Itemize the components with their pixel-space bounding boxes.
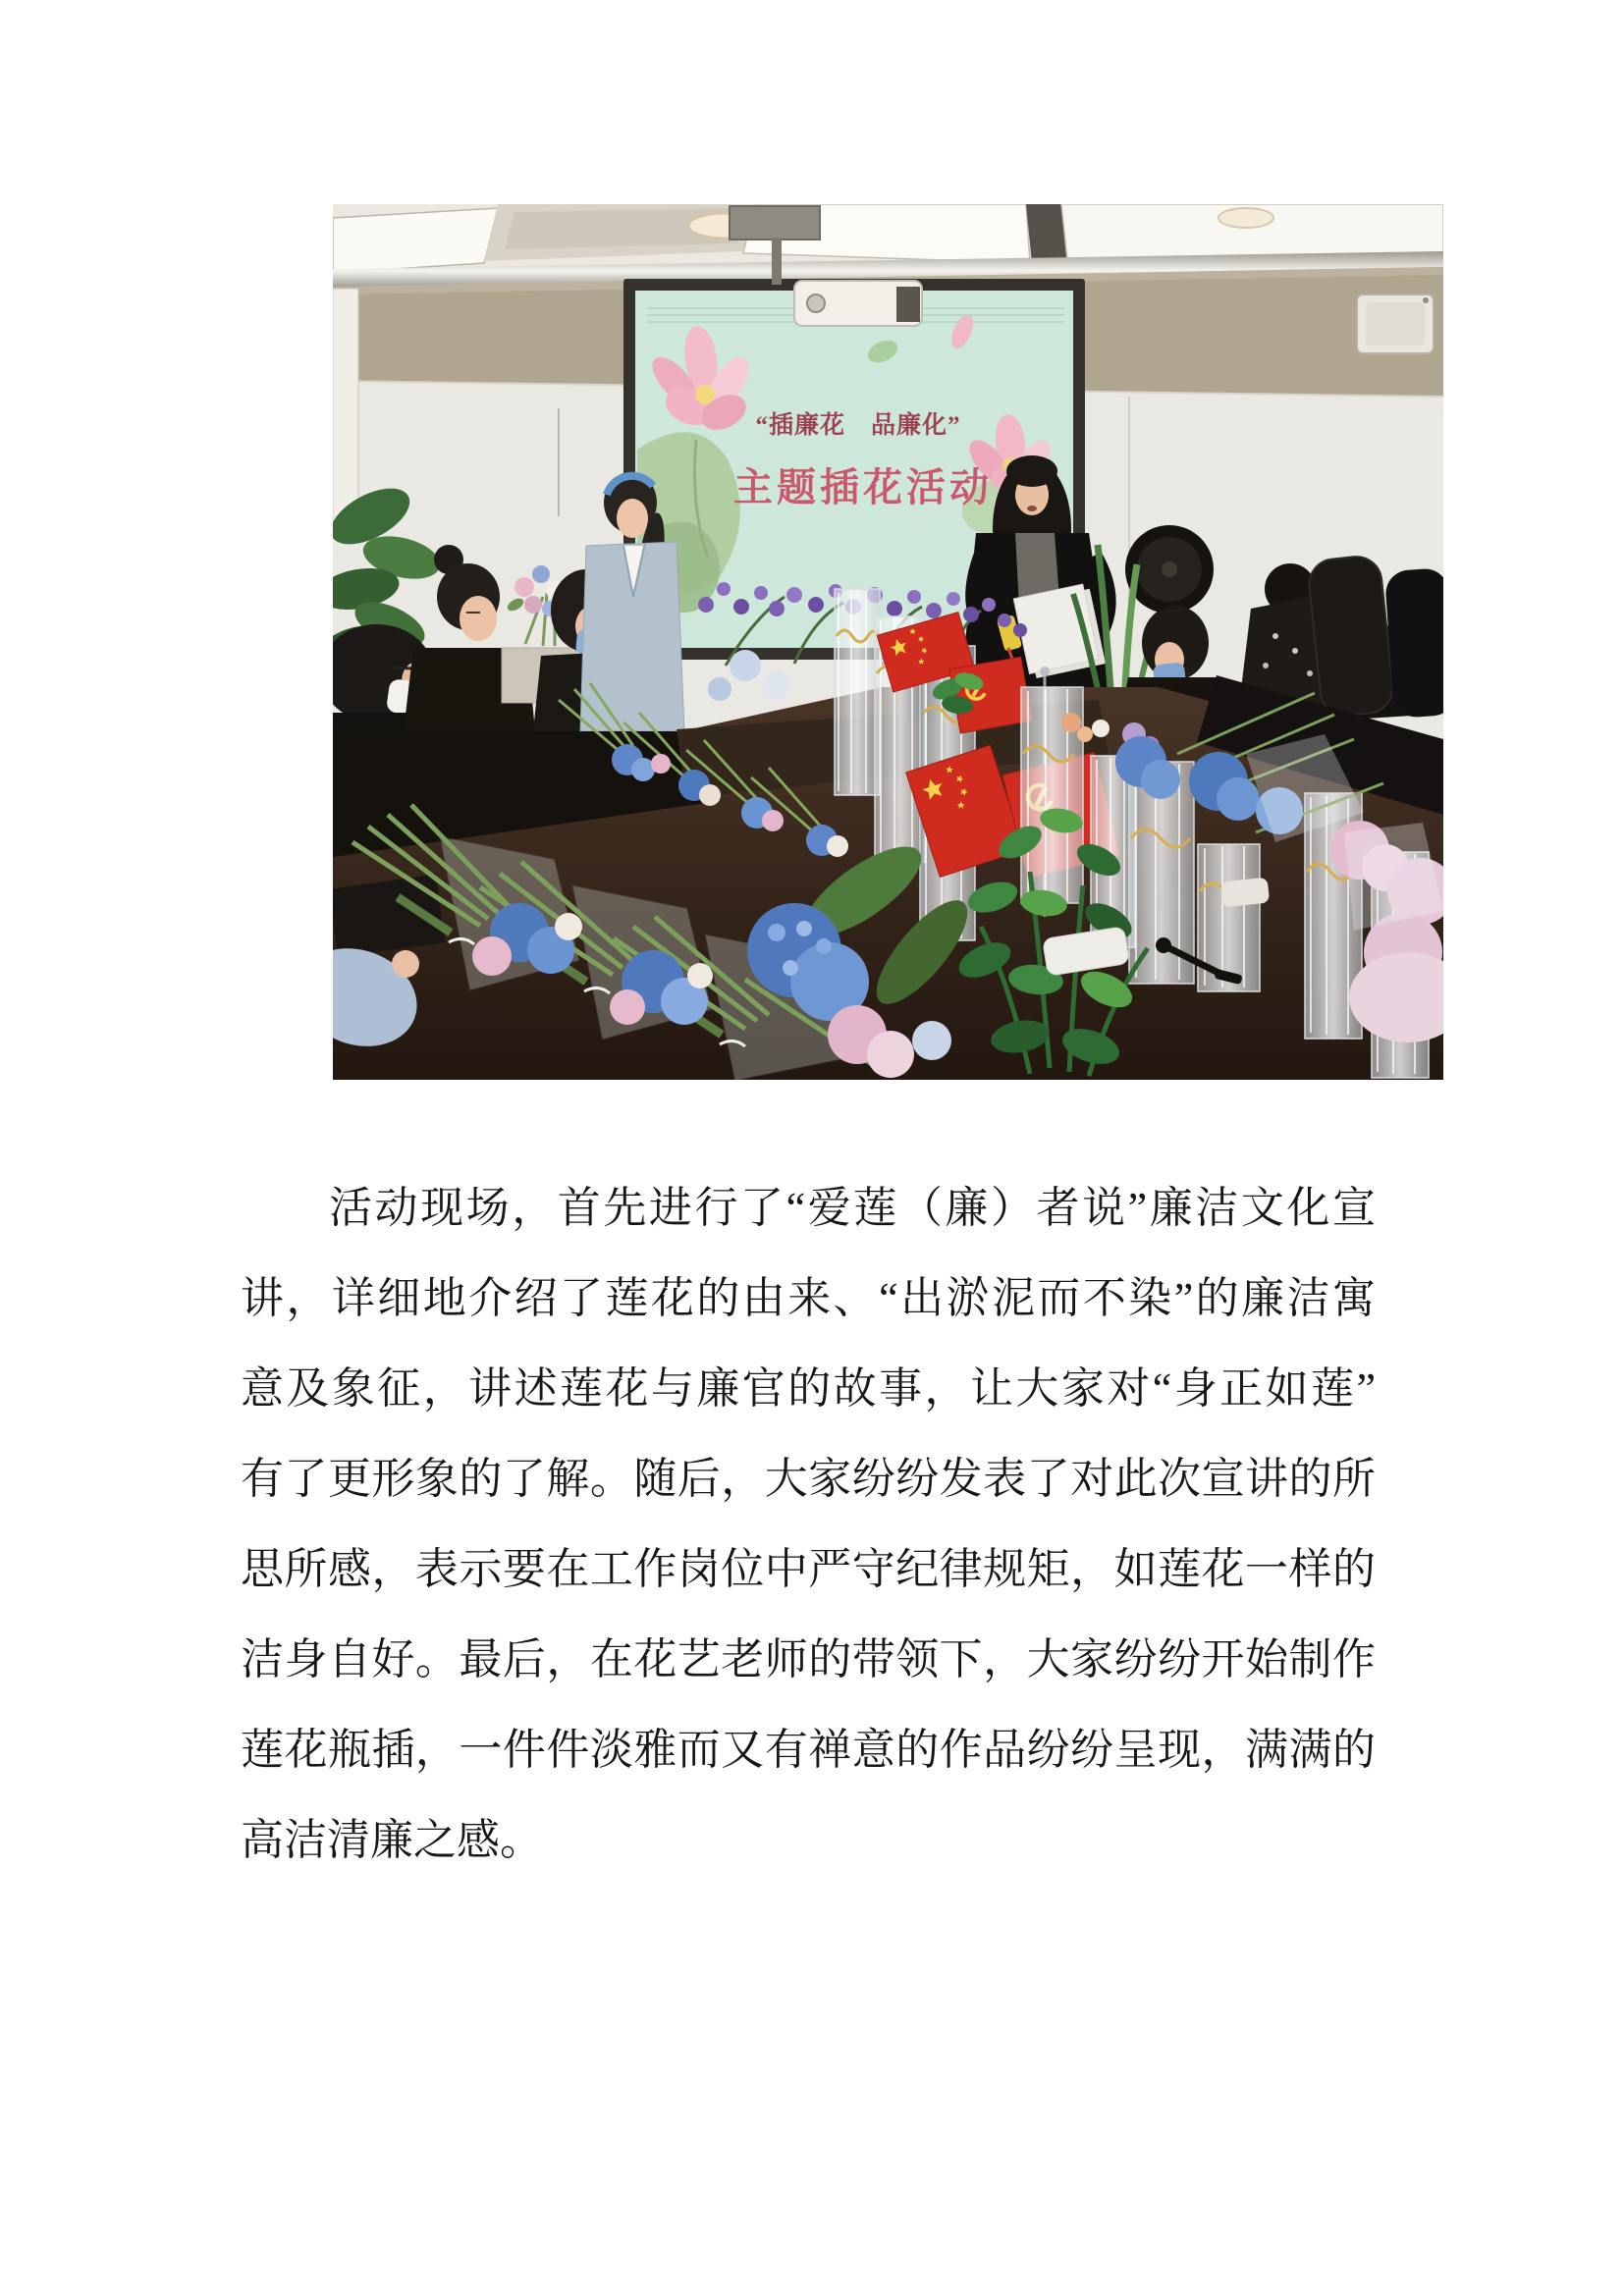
- body-paragraph: [241, 1163, 1376, 1886]
- event-photo-illustration: [333, 204, 1443, 1080]
- paragraph-line: 讲，详细地介绍了莲花的由来、“出淤泥而不染”的廉洁寓: [241, 1274, 1376, 1322]
- slide-title: “插廉花 品廉化”: [755, 412, 961, 439]
- party-flag-small: [949, 657, 1032, 733]
- paragraph-line: 洁身自好。最后，在花艺老师的带领下，大家纷纷开始制作: [241, 1635, 1376, 1683]
- paragraph-line: 有了更形象的了解。随后，大家纷纷发表了对此次宣讲的所: [241, 1455, 1376, 1503]
- downlight: [1218, 208, 1273, 228]
- paragraph-line: 高洁清廉之感。: [241, 1816, 543, 1864]
- wall-panel: [333, 289, 358, 534]
- projector-lens: [807, 294, 825, 312]
- slide-subtitle: 主题插花活动: [733, 465, 993, 509]
- wall-speaker: [1357, 294, 1434, 353]
- paragraph-line: 思所感，表示要在工作岗位中严守纪律规矩，如莲花一样的: [241, 1545, 1376, 1593]
- event-photo: [333, 204, 1443, 1080]
- paragraph-line: 莲花瓶插，一件件淡雅而又有禅意的作品纷纷呈现，满满的: [241, 1726, 1376, 1774]
- paragraph-line: 意及象征，讲述莲花与廉官的故事，让大家对“身正如莲”: [241, 1364, 1376, 1413]
- paragraph-line: 活动现场，首先进行了“爱莲（廉）者说”廉洁文化宣: [329, 1184, 1376, 1232]
- office-chairs: [1307, 555, 1443, 719]
